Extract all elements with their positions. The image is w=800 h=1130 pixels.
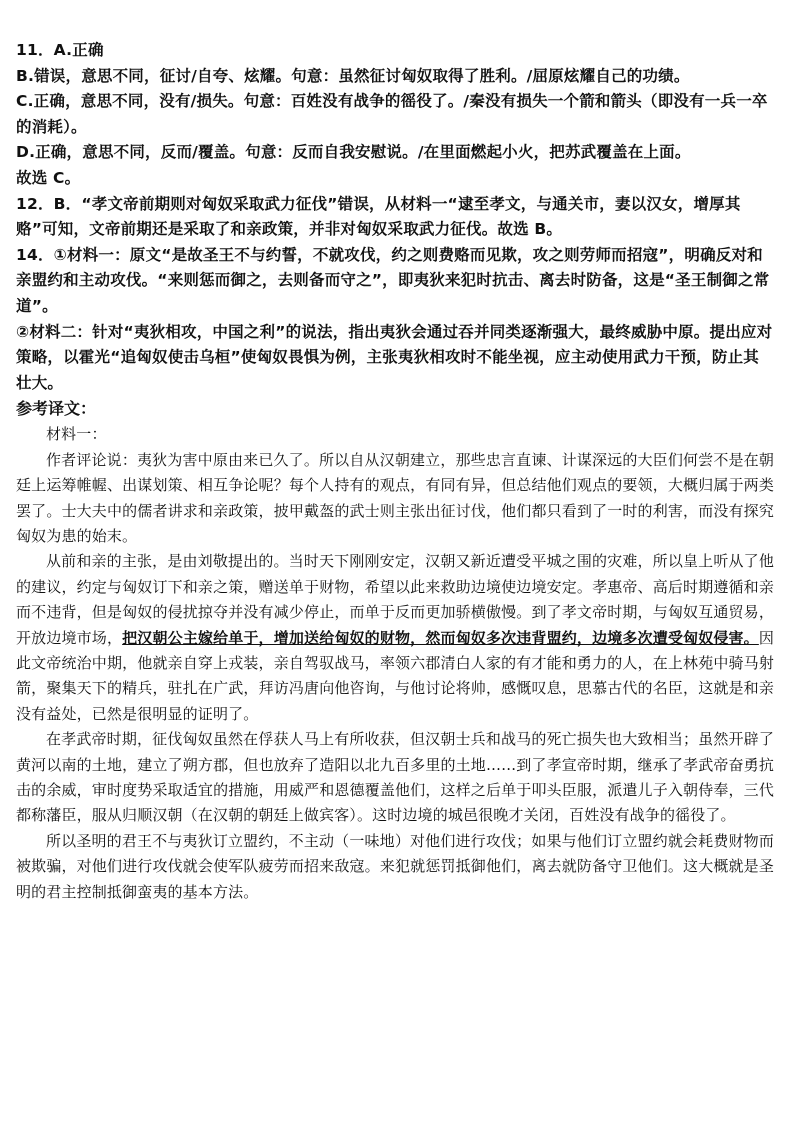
- paragraph-text: 所以圣明的君王不与夷狄订立盟约，不主动（一味地）对他们进行攻伐；如果与他们订立盟约就会耗费财物而被欺骗，对他们进行攻伐就会使军队疲劳而招来敌寇。来犯就惩罚抵御他们，离去就防备守卫他们。这大概就是圣明的君主控制抵御蛮夷的基本方法。: [16, 831, 774, 901]
- answer-11-c: C.正确，意思不同，没有/损失。句意：百姓没有战争的徭役了。/秦没有损失一个箭和箭头（即没有一兵一卒的消耗）。: [16, 92, 768, 136]
- paragraph-text: 因此文帝统治中期，他就亲自穿上戎装，亲自驾驭战马，率领六郡清白人家的有才能和勇力的人，在上林苑中骑马射箭，聚集天下的精兵，驻扎在广武，拜访冯唐向他咨询，与他讨论将帅，感慨叹息，思慕古代的名臣，这就是和亲没有益处，已然是很明显的证明了。: [16, 628, 774, 723]
- answer-12: 12．B．“孝文帝前期则对匈奴采取武力征伐”错误，从材料一“逮至孝文，与通关市，妻以汉女，增厚其赂”可知，文帝前期还是采取了和亲政策，并非对匈奴采取武力征伐。故选 B。: [16, 194, 741, 239]
- translation-paragraph-3: [16, 727, 774, 829]
- translation-paragraph-4: [16, 829, 774, 905]
- paragraph-text: 作者评论说：夷狄为害中原由来已久了。所以自从汉朝建立，那些忠言直谏、计谋深远的大臣们何尝不是在朝廷上运筹帷幄、出谋划策、相互争论呢？每个人持有的观点，有同有异，但总结他们观点的要领，大概归属于两类罢了。士大夫中的儒者讲求和亲政策，披甲戴盔的武士则主张出征讨伐，他们都只看到了一时的利害，而没有探究匈奴为患的始末。: [16, 450, 774, 545]
- translation-paragraph-1: [16, 448, 774, 550]
- answer-11-b: B.错误，意思不同，征讨/自夸、炫耀。句意：虽然征讨匈奴取得了胜利。/屈原炫耀自己的功绩。: [16, 66, 690, 85]
- answer-section: [16, 38, 774, 396]
- translation-paragraph-2: [16, 549, 774, 727]
- underlined-key-sentence: 把汉朝公主嫁给单于，增加送给匈奴的财物，然而匈奴多次违背盟约，边境多次遭受匈奴侵害。: [122, 628, 759, 647]
- answer-11-d: D.正确，意思不同，反而/覆盖。句意：反而自我安慰说。/在里面燃起小火，把苏武覆盖在上面。: [16, 143, 691, 162]
- material-one-heading: 材料一：: [46, 425, 107, 444]
- translation-heading: 参考译文：: [16, 399, 97, 419]
- answer-11-a: 11．A.正确: [16, 41, 104, 59]
- answer-14-point-2: ②材料二：针对“夷狄相攻，中国之利”的说法，指出夷狄会通过吞并同类逐渐强大，最终威胁中原。提出应对策略，以霍光“追匈奴使击乌桓”使匈奴畏惧为例，主张夷狄相攻时不能坐视，应主动使用武力干预，防止其壮大。: [16, 322, 773, 392]
- translation-section: [16, 422, 774, 905]
- paragraph-text: 从前和亲的主张，是由刘敬提出的。当时天下刚刚安定，汉朝又新近遭受平城之围的灾难，所以皇上听从了他的建议，约定与匈奴订下和亲之策，赠送单于财物，希望以此来救助边境使边境安定。孝惠帝、高后时期遵循和亲而不违背，但是匈奴的侵扰掠夺并没有减少停止，而单于反而更加骄横傲慢。到了孝文帝时期，与匈奴互通贸易，开放边境市场，: [16, 552, 774, 647]
- answer-14-point-1: 14．①材料一：原文“是故圣王不与约誓，不就攻伐，约之则费赂而见欺，攻之则劳师而招寇”，明确反对和亲盟约和主动攻伐。“来则惩而御之，去则备而守之”，即夷狄来犯时抗击、离去时防备，这是“圣王制御之常道”。: [16, 245, 770, 315]
- paragraph-text: 在孝武帝时期，征伐匈奴虽然在俘获人马上有所收获，但汉朝士兵和战马的死亡损失也大致相当；虽然开辟了黄河以南的土地，建立了朔方郡，但也放弃了造阳以北九百多里的土地……到了孝宣帝时期，继承了孝武帝奋勇抗击的余威，审时度势采取适宜的措施，用威严和恩德覆盖他们，这样之后单于叩头臣服，派遣儿子入朝侍奉，三代都称藩臣，服从归顺汉朝（在汉朝的朝廷上做宾客）。这时边境的城邑很晚才关闭，百姓没有战争的徭役了。: [16, 730, 774, 825]
- answer-11-conclusion: 故选 C。: [16, 168, 81, 187]
